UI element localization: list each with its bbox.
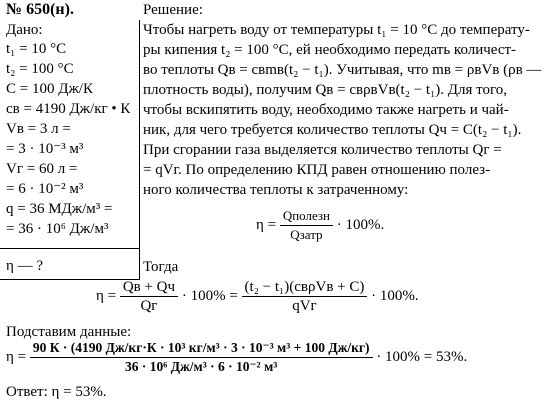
given-line: Vв = 3 л = (6, 121, 71, 137)
formula-lhs: η = (256, 216, 277, 233)
fraction (280, 207, 333, 244)
fraction-denominator: qVг (242, 296, 368, 315)
fraction-numerator: (t₂ − t₁)(cвρVв + C) (244, 279, 365, 295)
given-line: t₁ = 10 °C (6, 41, 67, 57)
solution-line: = qVг. По определению КПД равен отношению полез- (143, 162, 491, 178)
given-vertical-divider (139, 20, 140, 280)
solution-line: При сгорании газа выделяется количество теплоты Qг = (143, 142, 502, 158)
formula-lhs: η = (96, 287, 117, 304)
solution-line: Чтобы нагреть воду от температуры t₁ = 10 °C до температу- (143, 22, 530, 38)
given-line: Vг = 60 л = (6, 161, 78, 177)
formula-rhs: · 100% = 53%. (376, 348, 468, 365)
fraction-numerator: Qполезн (282, 208, 330, 223)
answer: Ответ: η = 53%. (6, 384, 107, 400)
formula-rhs: · 100%. (371, 287, 419, 304)
given-line: = 36 · 10⁶ Дж/м³ (6, 221, 109, 237)
given-line: cв = 4190 Дж/кг • К (6, 101, 131, 117)
given-line: t₂ = 100 °C (6, 61, 74, 77)
formula-3 (6, 339, 467, 376)
fraction (30, 339, 373, 376)
given-line: = 3 · 10⁻³ м³ (6, 141, 84, 157)
solution-line: плотность воды), получим Qв = cвρвVв(t₂ − t₁). Для того, (143, 82, 508, 98)
then-label: Тогда (143, 259, 179, 275)
given-heading: Дано: (6, 22, 43, 38)
given-line: = 6 · 10⁻² м³ (6, 181, 84, 197)
fraction-numerator: 90 К · (4190 Дж/кг·К · 10³ кг/м³ · 3 · 10⁻³ м³ + 100 Дж/кг) (32, 340, 370, 355)
solution-heading: Решение: (143, 2, 203, 18)
fraction (242, 278, 368, 315)
solution-line: чтобы вскипятить воду, необходимо также нагреть и чай- (143, 102, 509, 118)
fraction (120, 278, 178, 315)
given-line: C = 100 Дж/К (6, 81, 93, 97)
find-line: η — ? (6, 258, 44, 274)
formula-mid: · 100% = (181, 287, 238, 304)
formula-rhs: · 100%. (336, 216, 385, 233)
solution-line: ного количества теплоты к затраченному: (143, 182, 409, 198)
formula-lhs: η = (6, 348, 27, 365)
substitute-label: Подставим данные: (6, 324, 132, 340)
fraction-denominator: Qг (120, 296, 178, 315)
efficiency-formula (256, 207, 384, 244)
given-line: q = 36 МДж/м³ = (6, 201, 113, 217)
formula-2 (96, 278, 419, 315)
solution-line: ры кипения t₂ = 100 °C, ей необходимо передать количест- (143, 42, 517, 58)
fraction-denominator: 36 · 10⁶ Дж/м³ · 6 · 10⁻² м³ (30, 357, 373, 376)
fraction-denominator: Qзатр (280, 225, 333, 244)
given-divider (0, 248, 140, 249)
problem-number: № 650(н). (6, 1, 74, 18)
solution-line: ник, для чего требуется количество теплоты Qч = C(t₂ − t₁). (143, 122, 522, 138)
fraction-numerator: Qв + Qч (122, 279, 176, 295)
solution-line: во теплоты Qв = cвmв(t₂ − t₁). Учитывая, что mв = ρвVв (ρв — (143, 62, 542, 78)
